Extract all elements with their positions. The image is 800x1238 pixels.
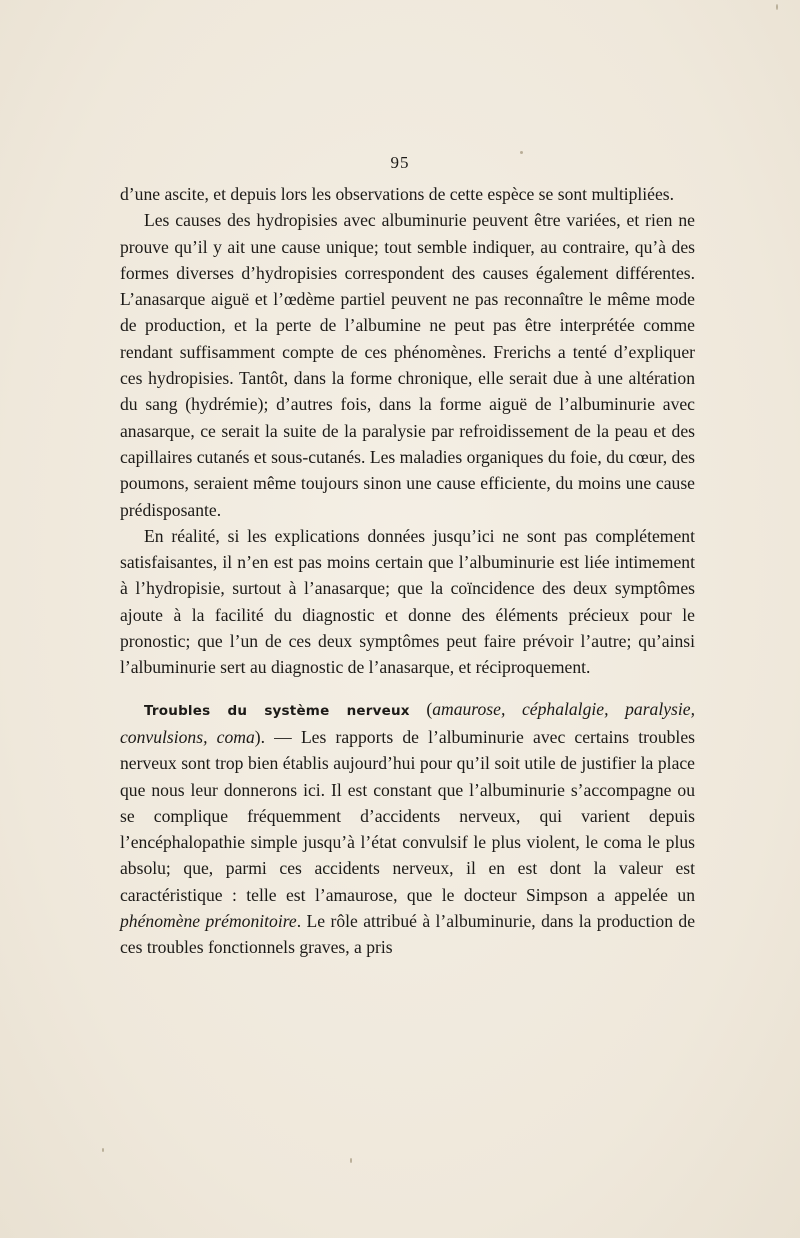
paragraph-3: En réalité, si les explications données jusqu’ici ne sont pas complétement satisfaisantes, il n’en est pas moins certain que l’albuminurie est liée intimement à l’hydropisie, surtout à l’anasarque; que la coïncidence des deux symptômes ajoute à la facilité du diagnostic et donne des éléments précieux pour le pronostic; que l’un de ces deux symptômes peut faire prévoir l’autre; qu’ainsi l’albuminurie sert au diagnostic de l’anasarque, et réciproquement. xyxy=(120,525,695,678)
emphasis-text: phénomène prémonitoire xyxy=(120,911,297,932)
paper-speck xyxy=(350,1158,352,1163)
section-subtitle: amaurose, céphalalgie, paralysie, convulsions, coma xyxy=(120,698,695,747)
section-heading: Troubles du système nerveux xyxy=(144,702,410,719)
body-text xyxy=(120,181,695,961)
paragraph-1: d’une ascite, et depuis lors les observations de cette espèce se sont multipliées. xyxy=(120,184,675,204)
section-text-2: . Le rôle attribué à l’albuminurie, dans la production de ces troubles fonctionnels graves, a pris xyxy=(120,911,696,958)
section-text-1: Les rapports de l’albuminurie avec certains troubles nerveux sont trop bien établis aujourd’hui pour qu’il soit utile de justifier la place que nous leur donnerons ici. Il est constant que l’albuminurie s’accompagne ou se complique fréquemment d’accidents nerveux, qui varient depuis l’encéphalopathie simple jusqu’à l’état convulsif le plus violent, le coma le plus absolu; que, parmi ces accidents nerveux, il en est dont la valeur est caractéristique : telle est l’amaurose, que le docteur Simpson a appelée un xyxy=(120,726,695,905)
close-paren: ). — xyxy=(254,726,301,747)
open-paren: ( xyxy=(409,698,433,719)
paper-speck xyxy=(102,1148,104,1152)
section-paragraph xyxy=(120,696,695,961)
page-number: 95 xyxy=(390,153,410,172)
paper-speck xyxy=(776,4,778,10)
paragraph-2: Les causes des hydropisies avec albuminurie peuvent être variées, et rien ne prouve qu’il y ait une cause unique; tout semble indiquer, au contraire, qu’à des formes diverses d’hydropisies correspondent des causes également différentes. L’anasarque aiguë et l’œdème partiel peuvent ne pas reconnaître le même mode de production, et la perte de l’albumine ne peut pas être interprétée comme rendant suffisamment compte de ces phénomènes. Frerichs a tenté d’expliquer ces hydropisies. Tantôt, dans la forme chronique, elle serait due à une altération du sang (hydrémie); d’autres fois, dans la forme aiguë de l’albuminurie avec anasarque, ce serait la suite de la paralysie par refroidissement de la peau et des capillaires cutanés et sous-cutanés. Les maladies organiques du foie, du cœur, des poumons, seraient même toujours sinon une cause efficiente, du moins une cause prédisposante. xyxy=(120,210,695,520)
